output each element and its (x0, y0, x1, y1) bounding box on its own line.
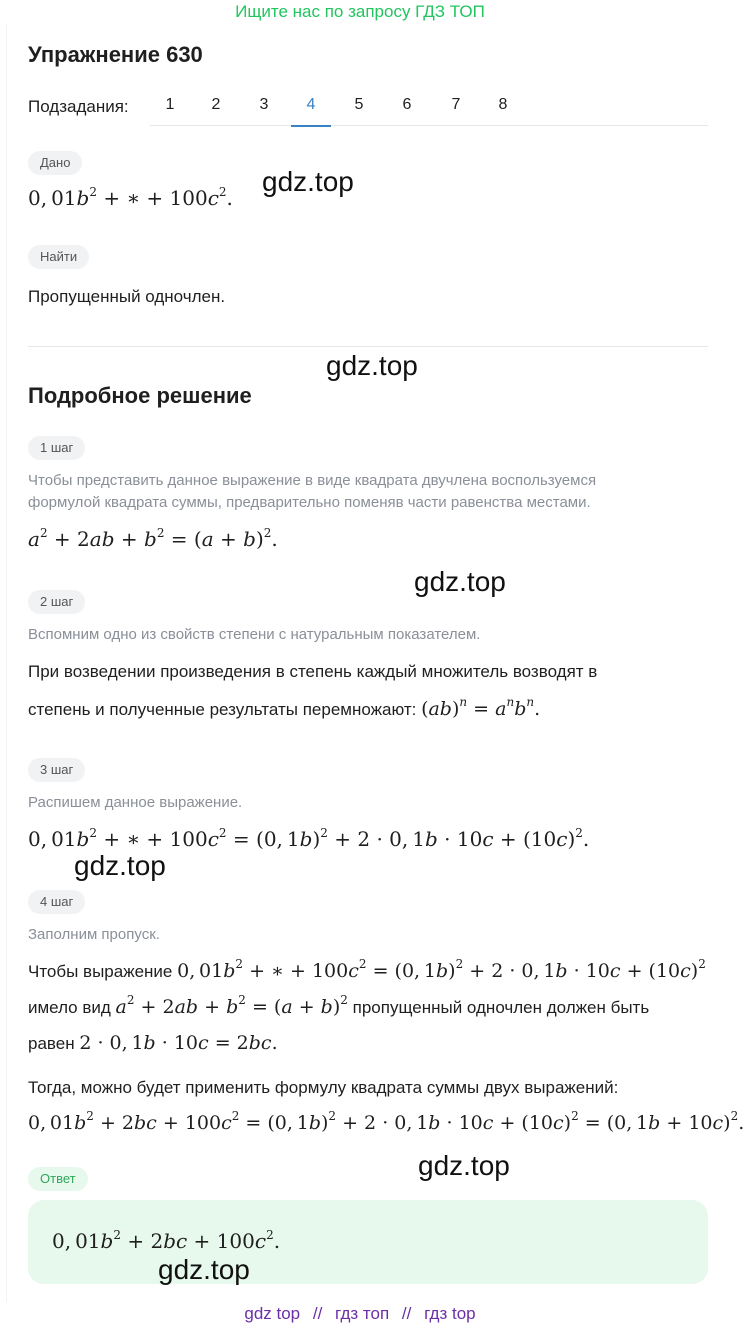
footer-link-gdz-top[interactable]: gdz top (244, 1304, 301, 1323)
subtask-tab-8[interactable]: 8 (498, 96, 508, 113)
footer-separator: // (312, 1304, 323, 1323)
step-1-badge: 1 шаг (28, 436, 85, 460)
watermark: gdz.top (418, 1150, 510, 1181)
watermark: gdz.top (74, 850, 166, 881)
step-1-hint-line-2: формулой квадрата суммы, предварительно поменяв части равенства местами. (28, 494, 591, 511)
subtask-tab-3[interactable]: 3 (259, 96, 269, 113)
step-2-text-line-2-words: степень и полученные результаты перемножают: (28, 700, 417, 719)
step-4-line-1-formula: 0, $01b^2$ + ∗ + $100c^2 = (0$, 1b)$^2$ + 2 · 0, $1b \cdot 10c + (10c)^2$ (177, 957, 706, 982)
subtask-tab-6[interactable]: 6 (402, 96, 412, 113)
section-divider (28, 346, 708, 347)
watermark: gdz.top (262, 166, 354, 197)
watermark: gdz.top (414, 566, 506, 597)
solution-title: Подробное решение (28, 383, 252, 408)
step-3-hint: Распишем данное выражение. (28, 794, 243, 811)
footer-links (0, 1304, 720, 1324)
given-badge: Дано (28, 151, 82, 175)
step-4-line-1 (28, 957, 706, 982)
step-4-hint: Заполним пропуск. (28, 926, 160, 943)
step-4-line-2 (28, 993, 650, 1018)
answer-expression: 0, $01b^2 + 2bc + 100c^2$. (52, 1228, 281, 1253)
subtasks-tabs (150, 92, 708, 126)
subtask-tab-4[interactable]: 4 (291, 96, 331, 127)
subtask-tab-1[interactable]: 1 (165, 96, 175, 113)
step-4-line-1-words: Чтобы выражение (28, 962, 173, 981)
step-2-text-line-1: При возведении произведения в степень каждый множитель возводят в (28, 662, 598, 681)
find-badge: Найти (28, 245, 89, 269)
step-2-text-line-2 (28, 695, 541, 720)
step-3-badge: 3 шаг (28, 758, 85, 782)
find-text: Пропущенный одночлен. (28, 287, 226, 306)
step-4-line-3 (28, 1032, 278, 1054)
subtask-tab-5[interactable]: 5 (354, 96, 364, 113)
step-4-line-4: Тогда, можно будет применить формулу квадрата суммы двух выражений: (28, 1078, 619, 1097)
step-4-final-formula: 0, $01b^2 + 2bc + 100c^2 = (0$, 1b)$^2$ + 2 · 0, $1b \cdot 10c + (10c)^2 = (0$, 1b + 10c)$^2$. (28, 1109, 744, 1134)
footer-separator: // (401, 1304, 412, 1323)
footer-link-gdz-top-mixed[interactable]: гдз top (424, 1304, 476, 1323)
subtasks-label: Подзадания: (28, 97, 129, 116)
step-2-formula: $(ab)^n = a^nb^n$. (421, 695, 541, 720)
step-4-line-2-words-b: пропущенный одночлен должен быть (352, 998, 650, 1017)
step-1-formula: $a^2 + 2ab + b^2 = (a + b)^2$. (28, 526, 278, 551)
subtask-tab-2[interactable]: 2 (211, 96, 221, 113)
step-4-line-2-words-a: имело вид (28, 998, 111, 1017)
step-2-hint: Вспомним одно из свойств степени с натуральным показателем. (28, 626, 481, 643)
footer-link-gdz-top-ru[interactable]: гдз топ (335, 1304, 390, 1323)
page-title: Упражнение 630 (28, 42, 203, 67)
step-3-expression: 0, $01b^2$ + ∗ + $100c^2 = (0$, 1b)$^2$ + 2 · 0, $1b \cdot 10c + (10c)^2$. (28, 826, 590, 851)
step-4-line-3-formula: 2 · 0, 1b · 10c = 2bc. (79, 1032, 278, 1054)
answer-badge: Ответ (28, 1167, 88, 1191)
subtask-tab-7[interactable]: 7 (451, 96, 461, 113)
step-1-hint-line-1: Чтобы представить данное выражение в виде квадрата двучлена воспользуемся (28, 472, 597, 489)
watermark: gdz.top (158, 1254, 250, 1285)
step-4-badge: 4 шаг (28, 890, 85, 914)
subtasks-row (28, 92, 708, 126)
watermark: gdz.top (326, 350, 418, 381)
step-4-line-3-words: равен (28, 1034, 75, 1053)
top-banner: Ищите нас по запросу ГДЗ ТОП (235, 2, 485, 21)
step-4-line-2-formula: $a^2 + 2ab + b^2 = (a + b)^2$ (115, 993, 348, 1018)
step-2-badge: 2 шаг (28, 590, 85, 614)
given-expression: 0, $01b^2$ + ∗ + $100c^2$. (28, 185, 233, 210)
